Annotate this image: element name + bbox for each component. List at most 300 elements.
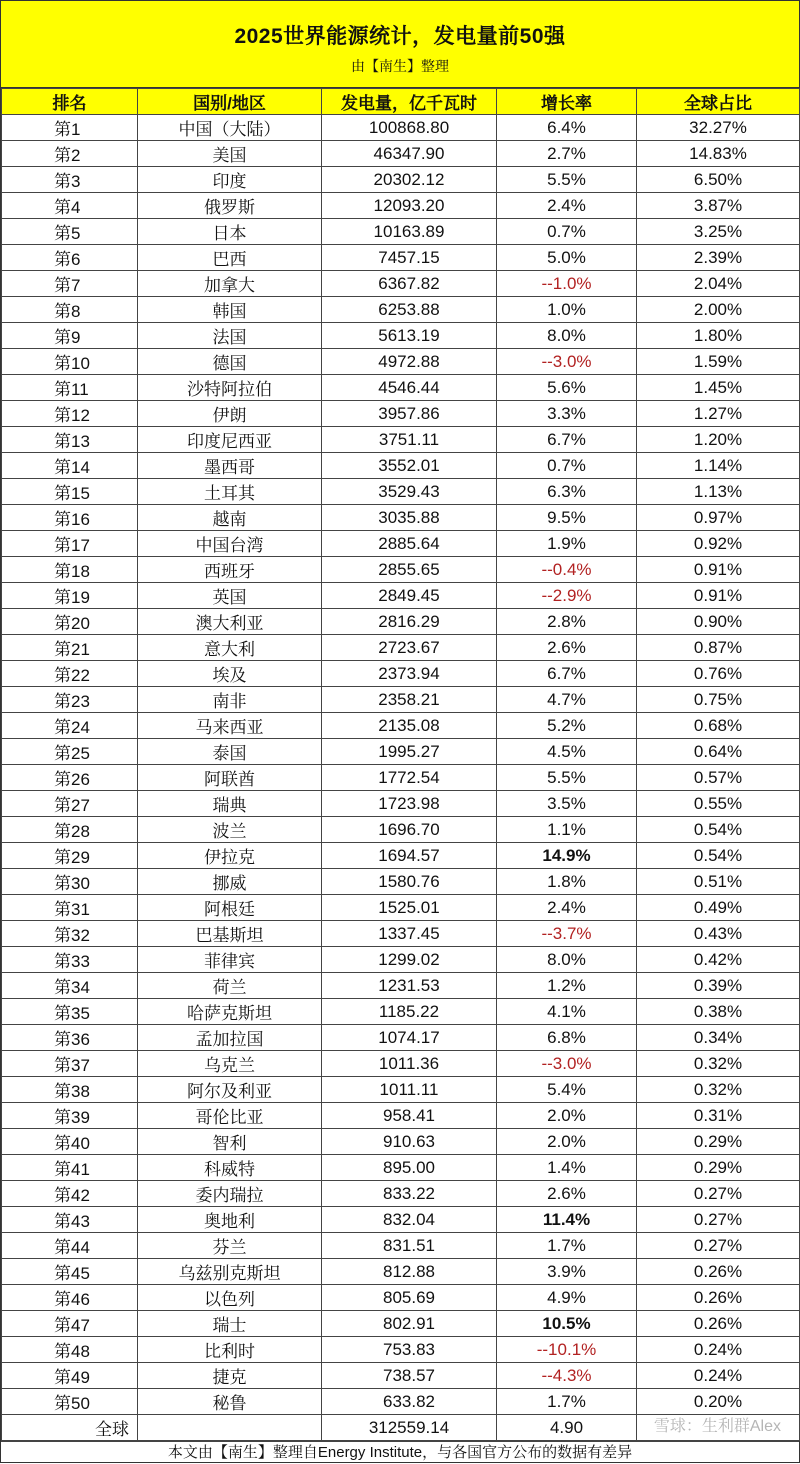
- rank-cell: 第10: [2, 349, 138, 375]
- generation-cell: 3529.43: [322, 479, 497, 505]
- table-row: [2, 583, 800, 609]
- growth-cell: --1.0%: [497, 271, 637, 297]
- share-cell: 0.24%: [637, 1337, 800, 1363]
- country-cell: 土耳其: [138, 479, 322, 505]
- share-cell: 0.91%: [637, 557, 800, 583]
- header-share: 全球占比: [637, 89, 800, 115]
- watermark: 雪球：生利群Alex: [653, 1418, 781, 1435]
- generation-cell: 1772.54: [322, 765, 497, 791]
- rank-cell: 第20: [2, 609, 138, 635]
- total-growth: 4.90: [497, 1415, 637, 1441]
- growth-cell: 0.7%: [497, 219, 637, 245]
- growth-cell: 8.0%: [497, 947, 637, 973]
- share-cell: 0.39%: [637, 973, 800, 999]
- table-row: [2, 505, 800, 531]
- country-cell: 阿联酋: [138, 765, 322, 791]
- growth-cell: 1.0%: [497, 297, 637, 323]
- growth-cell: 1.1%: [497, 817, 637, 843]
- share-cell: 0.68%: [637, 713, 800, 739]
- rank-cell: 第25: [2, 739, 138, 765]
- table-row: [2, 635, 800, 661]
- rank-cell: 第19: [2, 583, 138, 609]
- table-row: [2, 1233, 800, 1259]
- growth-cell: 10.5%: [497, 1311, 637, 1337]
- table-row: [2, 1389, 800, 1415]
- share-cell: 0.55%: [637, 791, 800, 817]
- growth-cell: 2.6%: [497, 1181, 637, 1207]
- growth-cell: 6.7%: [497, 661, 637, 687]
- table-row: [2, 323, 800, 349]
- total-row: [2, 1415, 800, 1441]
- table-row: [2, 1207, 800, 1233]
- growth-cell: 6.3%: [497, 479, 637, 505]
- share-cell: 2.00%: [637, 297, 800, 323]
- growth-cell: 5.0%: [497, 245, 637, 271]
- country-cell: 日本: [138, 219, 322, 245]
- rank-cell: 第41: [2, 1155, 138, 1181]
- rank-cell: 第47: [2, 1311, 138, 1337]
- country-cell: 挪威: [138, 869, 322, 895]
- header-generation: 发电量，亿千瓦时: [322, 89, 497, 115]
- country-cell: 奥地利: [138, 1207, 322, 1233]
- country-cell: 哈萨克斯坦: [138, 999, 322, 1025]
- growth-cell: 3.5%: [497, 791, 637, 817]
- growth-cell: 2.7%: [497, 141, 637, 167]
- country-cell: 芬兰: [138, 1233, 322, 1259]
- table-row: [2, 167, 800, 193]
- generation-cell: 2723.67: [322, 635, 497, 661]
- total-label: 全球: [2, 1415, 138, 1441]
- rank-cell: 第2: [2, 141, 138, 167]
- country-cell: 巴基斯坦: [138, 921, 322, 947]
- country-cell: 印度: [138, 167, 322, 193]
- footnote: 本文由【南生】整理自Energy Institute，与各国官方公布的数据有差异: [1, 1441, 799, 1464]
- share-cell: 0.90%: [637, 609, 800, 635]
- generation-cell: 3957.86: [322, 401, 497, 427]
- rank-cell: 第39: [2, 1103, 138, 1129]
- share-cell: 0.64%: [637, 739, 800, 765]
- growth-cell: 2.4%: [497, 895, 637, 921]
- country-cell: 泰国: [138, 739, 322, 765]
- growth-cell: 1.4%: [497, 1155, 637, 1181]
- country-cell: 委内瑞拉: [138, 1181, 322, 1207]
- generation-cell: 2135.08: [322, 713, 497, 739]
- rank-cell: 第33: [2, 947, 138, 973]
- growth-cell: 4.9%: [497, 1285, 637, 1311]
- growth-cell: 5.5%: [497, 765, 637, 791]
- country-cell: 波兰: [138, 817, 322, 843]
- growth-cell: 5.4%: [497, 1077, 637, 1103]
- generation-cell: 2885.64: [322, 531, 497, 557]
- growth-cell: 1.7%: [497, 1389, 637, 1415]
- rank-cell: 第23: [2, 687, 138, 713]
- generation-cell: 910.63: [322, 1129, 497, 1155]
- country-cell: 阿根廷: [138, 895, 322, 921]
- table-row: [2, 1077, 800, 1103]
- table-row: [2, 297, 800, 323]
- share-cell: 0.27%: [637, 1181, 800, 1207]
- rank-cell: 第46: [2, 1285, 138, 1311]
- country-cell: 沙特阿拉伯: [138, 375, 322, 401]
- rank-cell: 第45: [2, 1259, 138, 1285]
- country-cell: 科威特: [138, 1155, 322, 1181]
- rank-cell: 第22: [2, 661, 138, 687]
- growth-cell: 3.9%: [497, 1259, 637, 1285]
- growth-cell: 1.2%: [497, 973, 637, 999]
- generation-cell: 1696.70: [322, 817, 497, 843]
- country-cell: 哥伦比亚: [138, 1103, 322, 1129]
- rank-cell: 第8: [2, 297, 138, 323]
- country-cell: 瑞士: [138, 1311, 322, 1337]
- growth-cell: --0.4%: [497, 557, 637, 583]
- generation-cell: 1074.17: [322, 1025, 497, 1051]
- generation-cell: 6253.88: [322, 297, 497, 323]
- share-cell: 0.20%: [637, 1389, 800, 1415]
- rank-cell: 第37: [2, 1051, 138, 1077]
- growth-cell: 4.5%: [497, 739, 637, 765]
- rank-cell: 第31: [2, 895, 138, 921]
- share-cell: 1.59%: [637, 349, 800, 375]
- generation-cell: 812.88: [322, 1259, 497, 1285]
- table-row: [2, 713, 800, 739]
- share-cell: 0.38%: [637, 999, 800, 1025]
- share-cell: 0.54%: [637, 843, 800, 869]
- rank-cell: 第16: [2, 505, 138, 531]
- country-cell: 加拿大: [138, 271, 322, 297]
- table-row: [2, 999, 800, 1025]
- growth-cell: 3.3%: [497, 401, 637, 427]
- generation-cell: 1580.76: [322, 869, 497, 895]
- generation-cell: 831.51: [322, 1233, 497, 1259]
- table-row: [2, 817, 800, 843]
- growth-cell: 8.0%: [497, 323, 637, 349]
- growth-cell: --2.9%: [497, 583, 637, 609]
- table-row: [2, 609, 800, 635]
- growth-cell: 11.4%: [497, 1207, 637, 1233]
- share-cell: 0.26%: [637, 1259, 800, 1285]
- generation-cell: 12093.20: [322, 193, 497, 219]
- rank-cell: 第4: [2, 193, 138, 219]
- share-cell: 32.27%: [637, 115, 800, 141]
- share-cell: 0.29%: [637, 1129, 800, 1155]
- country-cell: 阿尔及利亚: [138, 1077, 322, 1103]
- rank-cell: 第11: [2, 375, 138, 401]
- generation-cell: 1231.53: [322, 973, 497, 999]
- total-generation: 312559.14: [322, 1415, 497, 1441]
- share-cell: 3.87%: [637, 193, 800, 219]
- generation-cell: 6367.82: [322, 271, 497, 297]
- generation-cell: 2849.45: [322, 583, 497, 609]
- rank-cell: 第6: [2, 245, 138, 271]
- table-row: [2, 349, 800, 375]
- share-cell: 1.80%: [637, 323, 800, 349]
- growth-cell: 5.5%: [497, 167, 637, 193]
- generation-cell: 1995.27: [322, 739, 497, 765]
- share-cell: 0.97%: [637, 505, 800, 531]
- table-row: [2, 687, 800, 713]
- share-cell: 0.76%: [637, 661, 800, 687]
- country-cell: 印度尼西亚: [138, 427, 322, 453]
- rank-cell: 第26: [2, 765, 138, 791]
- country-cell: 南非: [138, 687, 322, 713]
- rank-cell: 第13: [2, 427, 138, 453]
- table-header-row: [2, 89, 800, 115]
- growth-cell: --3.7%: [497, 921, 637, 947]
- rank-cell: 第44: [2, 1233, 138, 1259]
- generation-cell: 20302.12: [322, 167, 497, 193]
- growth-cell: 6.8%: [497, 1025, 637, 1051]
- rank-cell: 第1: [2, 115, 138, 141]
- generation-cell: 833.22: [322, 1181, 497, 1207]
- rank-cell: 第12: [2, 401, 138, 427]
- share-cell: 1.13%: [637, 479, 800, 505]
- page-title: 2025世界能源统计，发电量前50强: [234, 25, 566, 48]
- generation-cell: 4546.44: [322, 375, 497, 401]
- country-cell: 意大利: [138, 635, 322, 661]
- rank-cell: 第32: [2, 921, 138, 947]
- country-cell: 德国: [138, 349, 322, 375]
- rank-cell: 第15: [2, 479, 138, 505]
- generation-cell: 10163.89: [322, 219, 497, 245]
- share-cell: 0.75%: [637, 687, 800, 713]
- country-cell: 伊朗: [138, 401, 322, 427]
- growth-cell: 5.2%: [497, 713, 637, 739]
- table-row: [2, 1259, 800, 1285]
- rank-cell: 第50: [2, 1389, 138, 1415]
- country-cell: 越南: [138, 505, 322, 531]
- table-row: [2, 791, 800, 817]
- share-cell: 0.29%: [637, 1155, 800, 1181]
- growth-cell: 2.8%: [497, 609, 637, 635]
- rank-cell: 第5: [2, 219, 138, 245]
- growth-cell: 2.4%: [497, 193, 637, 219]
- country-cell: 以色列: [138, 1285, 322, 1311]
- growth-cell: 9.5%: [497, 505, 637, 531]
- share-cell: 1.20%: [637, 427, 800, 453]
- rank-cell: 第43: [2, 1207, 138, 1233]
- country-cell: 墨西哥: [138, 453, 322, 479]
- share-cell: 1.45%: [637, 375, 800, 401]
- country-cell: 孟加拉国: [138, 1025, 322, 1051]
- growth-cell: 4.1%: [497, 999, 637, 1025]
- country-cell: 捷克: [138, 1363, 322, 1389]
- share-cell: 0.57%: [637, 765, 800, 791]
- growth-cell: 0.7%: [497, 453, 637, 479]
- share-cell: 0.87%: [637, 635, 800, 661]
- share-cell: 0.34%: [637, 1025, 800, 1051]
- share-cell: 1.27%: [637, 401, 800, 427]
- growth-cell: 1.7%: [497, 1233, 637, 1259]
- generation-cell: 5613.19: [322, 323, 497, 349]
- table-row: [2, 271, 800, 297]
- table-row: [2, 947, 800, 973]
- share-cell: 0.42%: [637, 947, 800, 973]
- header-rank: 排名: [2, 89, 138, 115]
- generation-cell: 753.83: [322, 1337, 497, 1363]
- rank-cell: 第17: [2, 531, 138, 557]
- table-row: [2, 921, 800, 947]
- table-row: [2, 1103, 800, 1129]
- generation-cell: 3751.11: [322, 427, 497, 453]
- share-cell: 0.31%: [637, 1103, 800, 1129]
- growth-cell: 2.0%: [497, 1129, 637, 1155]
- country-cell: 伊拉克: [138, 843, 322, 869]
- growth-cell: 5.6%: [497, 375, 637, 401]
- table-row: [2, 1155, 800, 1181]
- table-row: [2, 973, 800, 999]
- generation-cell: 1299.02: [322, 947, 497, 973]
- table-row: [2, 557, 800, 583]
- growth-cell: 2.6%: [497, 635, 637, 661]
- generation-cell: 1185.22: [322, 999, 497, 1025]
- generation-cell: 2358.21: [322, 687, 497, 713]
- rank-cell: 第21: [2, 635, 138, 661]
- growth-cell: 4.7%: [497, 687, 637, 713]
- total-share: [637, 1415, 800, 1441]
- share-cell: 0.27%: [637, 1233, 800, 1259]
- generation-cell: 1011.11: [322, 1077, 497, 1103]
- generation-cell: 738.57: [322, 1363, 497, 1389]
- table-row: [2, 739, 800, 765]
- share-cell: 1.14%: [637, 453, 800, 479]
- growth-cell: 1.9%: [497, 531, 637, 557]
- generation-cell: 3552.01: [322, 453, 497, 479]
- generation-cell: 832.04: [322, 1207, 497, 1233]
- rank-cell: 第42: [2, 1181, 138, 1207]
- ranking-table: [1, 88, 800, 1441]
- generation-cell: 1011.36: [322, 1051, 497, 1077]
- generation-cell: 3035.88: [322, 505, 497, 531]
- share-cell: 0.49%: [637, 895, 800, 921]
- growth-cell: --10.1%: [497, 1337, 637, 1363]
- generation-cell: 1337.45: [322, 921, 497, 947]
- table-row: [2, 479, 800, 505]
- title-block: [1, 1, 799, 88]
- growth-cell: 1.8%: [497, 869, 637, 895]
- rank-cell: 第28: [2, 817, 138, 843]
- growth-cell: --3.0%: [497, 1051, 637, 1077]
- table-row: [2, 895, 800, 921]
- country-cell: 美国: [138, 141, 322, 167]
- table-row: [2, 1311, 800, 1337]
- country-cell: 智利: [138, 1129, 322, 1155]
- generation-cell: 1525.01: [322, 895, 497, 921]
- share-cell: 0.92%: [637, 531, 800, 557]
- rank-cell: 第18: [2, 557, 138, 583]
- header-country: 国别/地区: [138, 89, 322, 115]
- country-cell: 菲律宾: [138, 947, 322, 973]
- rank-cell: 第40: [2, 1129, 138, 1155]
- generation-cell: 2816.29: [322, 609, 497, 635]
- share-cell: 0.91%: [637, 583, 800, 609]
- country-cell: 埃及: [138, 661, 322, 687]
- growth-cell: --4.3%: [497, 1363, 637, 1389]
- generation-cell: 100868.80: [322, 115, 497, 141]
- share-cell: 0.43%: [637, 921, 800, 947]
- table-row: [2, 219, 800, 245]
- rank-cell: 第34: [2, 973, 138, 999]
- share-cell: 0.32%: [637, 1077, 800, 1103]
- table-row: [2, 1181, 800, 1207]
- country-cell: 秘鲁: [138, 1389, 322, 1415]
- country-cell: 韩国: [138, 297, 322, 323]
- table-row: [2, 765, 800, 791]
- table-row: [2, 869, 800, 895]
- table-row: [2, 1363, 800, 1389]
- generation-cell: 805.69: [322, 1285, 497, 1311]
- country-cell: 比利时: [138, 1337, 322, 1363]
- country-cell: 法国: [138, 323, 322, 349]
- generation-cell: 2855.65: [322, 557, 497, 583]
- share-cell: 6.50%: [637, 167, 800, 193]
- rank-cell: 第35: [2, 999, 138, 1025]
- growth-cell: 6.4%: [497, 115, 637, 141]
- country-cell: 巴西: [138, 245, 322, 271]
- share-cell: 0.27%: [637, 1207, 800, 1233]
- share-cell: 2.39%: [637, 245, 800, 271]
- growth-cell: 6.7%: [497, 427, 637, 453]
- growth-cell: --3.0%: [497, 349, 637, 375]
- rank-cell: 第49: [2, 1363, 138, 1389]
- generation-cell: 46347.90: [322, 141, 497, 167]
- table-row: [2, 531, 800, 557]
- table-row: [2, 1337, 800, 1363]
- table-row: [2, 1285, 800, 1311]
- country-cell: 俄罗斯: [138, 193, 322, 219]
- table-row: [2, 1051, 800, 1077]
- country-cell: 乌兹别克斯坦: [138, 1259, 322, 1285]
- rank-cell: 第9: [2, 323, 138, 349]
- table-row: [2, 245, 800, 271]
- table-row: [2, 1025, 800, 1051]
- growth-cell: 2.0%: [497, 1103, 637, 1129]
- country-cell: 乌克兰: [138, 1051, 322, 1077]
- rank-cell: 第30: [2, 869, 138, 895]
- rank-cell: 第29: [2, 843, 138, 869]
- table-row: [2, 375, 800, 401]
- table-row: [2, 453, 800, 479]
- share-cell: 0.54%: [637, 817, 800, 843]
- rank-cell: 第36: [2, 1025, 138, 1051]
- table-row: [2, 1129, 800, 1155]
- country-cell: 中国（大陆）: [138, 115, 322, 141]
- table-row: [2, 661, 800, 687]
- country-cell: 西班牙: [138, 557, 322, 583]
- share-cell: 0.51%: [637, 869, 800, 895]
- rank-cell: 第27: [2, 791, 138, 817]
- country-cell: 瑞典: [138, 791, 322, 817]
- share-cell: 14.83%: [637, 141, 800, 167]
- country-cell: 澳大利亚: [138, 609, 322, 635]
- generation-cell: 1694.57: [322, 843, 497, 869]
- table-row: [2, 401, 800, 427]
- country-cell: 英国: [138, 583, 322, 609]
- share-cell: 3.25%: [637, 219, 800, 245]
- country-cell: 荷兰: [138, 973, 322, 999]
- generation-cell: 7457.15: [322, 245, 497, 271]
- rank-cell: 第24: [2, 713, 138, 739]
- share-cell: 0.24%: [637, 1363, 800, 1389]
- table-row: [2, 193, 800, 219]
- growth-cell: 14.9%: [497, 843, 637, 869]
- rank-cell: 第3: [2, 167, 138, 193]
- rank-cell: 第7: [2, 271, 138, 297]
- rank-cell: 第38: [2, 1077, 138, 1103]
- share-cell: 0.26%: [637, 1285, 800, 1311]
- table-row: [2, 843, 800, 869]
- generation-cell: 2373.94: [322, 661, 497, 687]
- generation-cell: 1723.98: [322, 791, 497, 817]
